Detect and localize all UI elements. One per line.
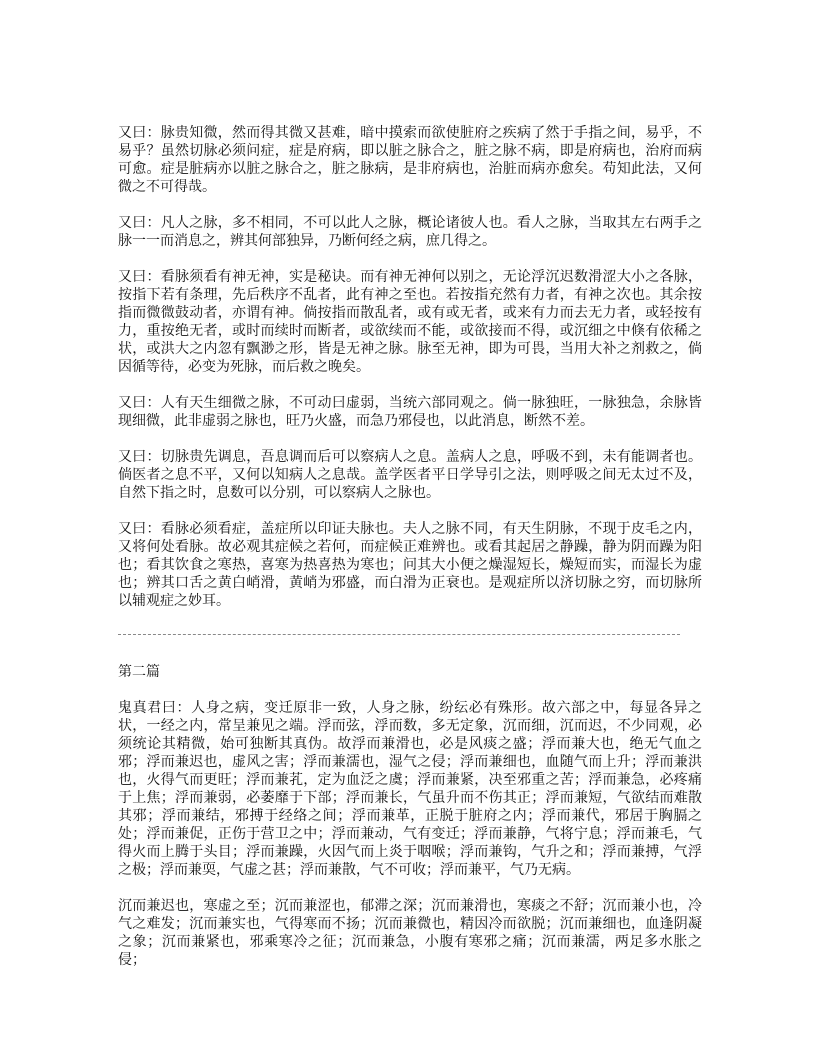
section-title: 第二篇 bbox=[118, 664, 160, 680]
paragraph: 又曰：凡人之脉，多不相同，不可以此人之脉，概论诸彼人也。看人之脉，当取其左右两手之脉一一而消息之，辨其何部独异，乃断何经之病，庶几得之。 bbox=[118, 215, 702, 249]
paragraph: 又曰：人有天生细微之脉，不可动曰虚弱，当统六部同观之。倘一脉独旺，一脉独急，余脉皆现细微，此非虚弱之脉也，旺乃火盛，而急乃邪侵也，以此消息，断然不差。 bbox=[118, 395, 702, 429]
document-page bbox=[118, 124, 702, 987]
paragraph: 又曰：切脉贵先调息，吾息调而后可以察病人之息。盖病人之息，呼吸不到，未有能调者也。倘医者之息不平，又何以知病人之息哉。盖学医者平日学导引之法，则呼吸之间无太过不及，自然下指之时，息数可以分别，可以察病人之脉也。 bbox=[118, 449, 702, 501]
paragraph: 沉而兼迟也，寒虚之至；沉而兼涩也，郁滞之深；沉而兼滑也，寒痰之不舒；沉而兼小也，冷气之难发；沉而兼实也，气得寒而不扬；沉而兼微也，精因冷而欲脱；沉而兼细也，血逢阴凝之象；沉而兼紧也，邪乘寒冷之征；沉而兼急，小腹有寒邪之痛；沉而兼濡，两足多水胀之侵； bbox=[118, 898, 702, 968]
section-2 bbox=[118, 663, 702, 969]
paragraph: 又曰：看脉必须看症，盖症所以印证夫脉也。夫人之脉不同，有天生阴脉，不现于皮毛之内，又将何处看脉。故必观其症候之若何，而症候正难辨也。或看其起居之静躁，静为阴而躁为阳也；看其饮食之寒热，喜寒为热喜热为寒也；问其大小便之燥湿短长，燥短而实，而湿长为虚也；辨其口舌之黄白峭滑，黄峭为邪盛，而白滑为正衰也。是观症所以济切脉之穷，而切脉所以辅观症之妙耳。 bbox=[118, 521, 702, 609]
paragraph: 又曰：脉贵知微，然而得其微又甚难，暗中摸索而欲使脏府之疾病了然于手指之间，易乎，不易乎？虽然切脉必须问症，症是府病，即以脏之脉合之，脏之脉不病，即是府病也，治府而病可愈。症是脏病亦以脏之脉合之，脏之脉病，是非府病也，治脏而病亦愈矣。苟知此法，又何微之不可得哉。 bbox=[118, 125, 702, 195]
section-divider bbox=[118, 634, 680, 635]
section-1 bbox=[118, 124, 702, 610]
paragraph: 又曰：看脉须看有神无神，实是秘诀。而有神无神何以别之，无论浮沉迟数滑涩大小之各脉，按指下若有条理，先后秩序不乱者，此有神之至也。若按指充然有力者，有神之次也。其余按指而微微鼓动者，亦谓有神。倘按指而散乱者，或有或无者，或来有力而去无力者，或轻按有力，重按绝无者，或时而续时而断者，或欲续而不能，或欲接而不得，或沉细之中倏有依稀之状，或洪大之内忽有飘渺之形，皆是无神之脉。脉至无神，即为可畏，当用大补之剂救之，倘因循等待，必变为死脉，而后救之晚矣。 bbox=[118, 269, 702, 375]
paragraph: 鬼真君曰：人身之病，变迁原非一致，人身之脉，纷纭必有殊形。故六部之中，每显各异之状，一经之内，常呈兼见之端。浮而弦，浮而数，多无定象，沉而细，沉而迟，不少同观，必须统论其精微，始可独断其真伪。故浮而兼滑也，必是风痰之盛；浮而兼大也，绝无气血之邪；浮而兼迟也，虚风之害；浮而兼濡也，湿气之侵；浮而兼细也，血随气而上升；浮而兼洪也，火得气而更旺；浮而兼芤，定为血泛之虞；浮而兼紧，决至邪重之苦；浮而兼急，必疼痛于上焦；浮而兼弱，必萎靡于下部；浮而兼长，气虽升而不伤其正；浮而兼短，气欲结而难散其邪；浮而兼结，邪搏于经络之间；浮而兼革，正脱于脏府之内；浮而兼代，邪居于胸膈之处；浮而兼促，正伤于营卫之中；浮而兼动，气有变迁；浮而兼静，气将宁息；浮而兼毛，气得火而上腾于头目；浮而兼躁，火因气而上炎于咽喉；浮而兼钩，气升之和；浮而兼搏，气浮之极；浮而兼耎，气虚之甚；浮而兼散，气不可收；浮而兼平，气乃无病。 bbox=[118, 700, 702, 878]
